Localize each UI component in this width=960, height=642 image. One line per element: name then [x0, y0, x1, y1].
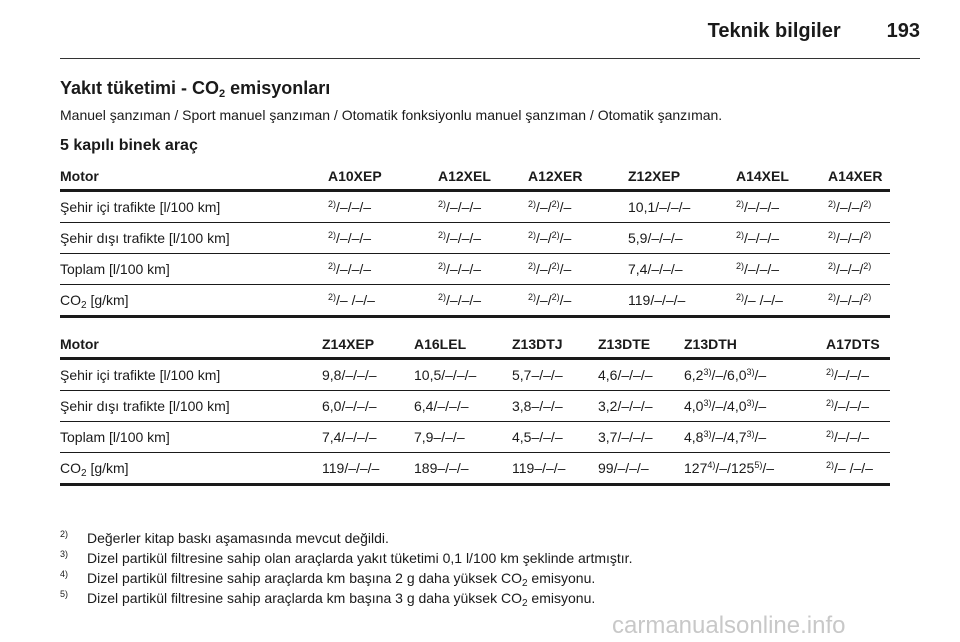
- cell-value: /–/–/–: [446, 292, 482, 308]
- footnote-ref: 2): [826, 367, 835, 377]
- row-label: Şehir dışı trafikte [l/100 km]: [60, 398, 230, 414]
- cell-value: 7,4/–/–/–: [322, 429, 377, 445]
- intro-text: Manuel şanzıman / Sport manuel şanzıman / Otomatik fonksiyonlu manuel şanzıman / Otomatik şanzıman.: [60, 107, 723, 123]
- vehicle-type-heading: 5 kapılı binek araç: [60, 137, 198, 154]
- cell-value: /–/4,7: [711, 429, 747, 445]
- table-row: [60, 453, 890, 485]
- cell-value: /– /–/–: [834, 460, 873, 476]
- row-label-tail: [g/km]: [86, 460, 129, 476]
- column-header-engine: Z12XEP: [628, 163, 736, 191]
- value-cell: [826, 391, 890, 422]
- value-cell: [628, 285, 736, 317]
- value-cell: [528, 223, 628, 254]
- row-label-main: CO: [60, 292, 81, 308]
- cell-value: 5,9/–/–/–: [628, 230, 683, 246]
- footnote-text: [87, 590, 596, 609]
- footnote-ref: 2): [736, 261, 745, 271]
- cell-value: 189–/–/–: [414, 460, 469, 476]
- section-title-tail: emisyonları: [225, 78, 331, 98]
- row-label-cell: [60, 391, 322, 422]
- cell-value: 119/–/–/–: [628, 292, 686, 308]
- table-header-row: [60, 163, 890, 191]
- footnote-ref: 2): [528, 230, 537, 240]
- cell-value: /–/–/–: [336, 199, 372, 215]
- footnote-ref: 2): [528, 292, 537, 302]
- row-label-cell: [60, 223, 328, 254]
- footnote-ref: 2): [863, 292, 872, 302]
- section-title-main: Yakıt tüketimi - CO: [60, 78, 220, 98]
- row-label-cell: [60, 453, 322, 485]
- row-label-sub: 2: [81, 468, 87, 479]
- footnote-text: [87, 550, 632, 566]
- row-label: Toplam [l/100 km]: [60, 261, 170, 277]
- footnote-ref: 2): [551, 230, 560, 240]
- table-row: [60, 254, 890, 285]
- value-cell: [328, 223, 438, 254]
- cell-value: 7,4/–/–/–: [628, 261, 683, 277]
- footnote-ref: 2): [528, 199, 537, 209]
- cell-value: /–/–/–: [834, 398, 870, 414]
- footnote-ref: 2): [863, 230, 872, 240]
- cell-value: /–/–/–: [336, 230, 372, 246]
- column-header-engine: Z14XEP: [322, 331, 414, 359]
- cell-value: /–/–/–: [446, 261, 482, 277]
- value-cell: [828, 285, 890, 317]
- cell-value: /–/–/–: [744, 261, 780, 277]
- footnote-mark: 3): [60, 549, 69, 559]
- value-cell: [322, 453, 414, 485]
- row-label: Şehir dışı trafikte [l/100 km]: [60, 230, 230, 246]
- cell-value: 99/–/–/–: [598, 460, 649, 476]
- cell-value: 127: [684, 460, 708, 476]
- cell-value: 5,7–/–/–: [512, 367, 563, 383]
- footnote-item: [60, 530, 632, 550]
- cell-value: /–/–/: [836, 230, 864, 246]
- value-cell: [438, 191, 528, 223]
- cell-value: /–/–/–: [744, 199, 780, 215]
- cell-value: /–: [559, 230, 572, 246]
- cell-value: /–/: [536, 230, 552, 246]
- table-row: [60, 359, 890, 391]
- row-label-cell: [60, 285, 328, 317]
- cell-value: 119/–/–/–: [322, 460, 380, 476]
- footnote-text-tail: emisyonu.: [527, 590, 596, 606]
- value-cell: [628, 254, 736, 285]
- value-cell: [438, 254, 528, 285]
- consumption-table-2: [60, 331, 890, 486]
- value-cell: [598, 391, 684, 422]
- cell-value: /–/–/–: [834, 429, 870, 445]
- cell-value: /–/6,0: [711, 367, 747, 383]
- column-header-engine: Z13DTH: [684, 331, 826, 359]
- cell-value: 4,0: [684, 398, 704, 414]
- cell-value: 3,7/–/–/–: [598, 429, 653, 445]
- watermark: carmanualsonline.info: [612, 612, 846, 639]
- footnote-ref: 2): [328, 230, 337, 240]
- value-cell: [684, 422, 826, 453]
- footnote-ref: 2): [736, 292, 745, 302]
- cell-value: /–: [754, 429, 767, 445]
- value-cell: [528, 191, 628, 223]
- footnote-ref: 2): [826, 460, 835, 470]
- cell-value: /–/125: [715, 460, 755, 476]
- footnote-mark: 4): [60, 569, 69, 579]
- footnote-ref: 2): [863, 261, 872, 271]
- value-cell: [736, 223, 828, 254]
- cell-value: /–/–/–: [834, 367, 870, 383]
- cell-value: /–/–/–: [744, 230, 780, 246]
- footnote-item: [60, 550, 632, 570]
- cell-value: /–/: [536, 199, 552, 215]
- cell-value: 4,5–/–/–: [512, 429, 563, 445]
- footnote-text-main: Dizel partikül filtresine sahip araçlarda km başına 2 g daha yüksek CO: [87, 570, 522, 586]
- cell-value: /–/: [536, 261, 552, 277]
- cell-value: 3,2/–/–/–: [598, 398, 653, 414]
- value-cell: [828, 254, 890, 285]
- value-cell: [322, 391, 414, 422]
- column-header-engine: A17DTS: [826, 331, 890, 359]
- footnotes: [60, 530, 632, 610]
- footnote-ref: 2): [736, 199, 745, 209]
- page-title: Teknik bilgiler: [707, 19, 841, 42]
- footnote-ref: 3): [746, 429, 755, 439]
- value-cell: [628, 223, 736, 254]
- row-label-cell: [60, 359, 322, 391]
- value-cell: [736, 191, 828, 223]
- cell-value: 6,2: [684, 367, 704, 383]
- column-header-engine: A12XEL: [438, 163, 528, 191]
- value-cell: [628, 191, 736, 223]
- value-cell: [828, 223, 890, 254]
- header-rule: [60, 58, 920, 59]
- column-header-engine: Z13DTJ: [512, 331, 598, 359]
- footnote-ref: 2): [551, 261, 560, 271]
- value-cell: [736, 254, 828, 285]
- row-label: Toplam [l/100 km]: [60, 429, 170, 445]
- footnote-ref: 2): [826, 429, 835, 439]
- consumption-table-1: [60, 163, 890, 318]
- value-cell: [528, 254, 628, 285]
- value-cell: [826, 453, 890, 485]
- cell-value: /– /–/–: [336, 292, 375, 308]
- page-header: [60, 12, 920, 50]
- cell-value: 10,1/–/–/–: [628, 199, 691, 215]
- column-header-engine: A10XEP: [328, 163, 438, 191]
- footnote-ref: 2): [828, 199, 837, 209]
- cell-value: 6,0/–/–/–: [322, 398, 377, 414]
- value-cell: [414, 422, 512, 453]
- value-cell: [598, 359, 684, 391]
- cell-value: /–: [559, 261, 572, 277]
- value-cell: [598, 453, 684, 485]
- value-cell: [826, 359, 890, 391]
- value-cell: [328, 254, 438, 285]
- footnote-item: [60, 590, 632, 610]
- table-row: [60, 285, 890, 317]
- cell-value: 6,4/–/–/–: [414, 398, 469, 414]
- value-cell: [512, 359, 598, 391]
- footnote-ref: 3): [746, 398, 755, 408]
- footnote-ref: 2): [438, 230, 447, 240]
- footnote-ref: 3): [703, 367, 712, 377]
- footnote-mark: 2): [60, 529, 69, 539]
- footnote-ref: 4): [707, 460, 716, 470]
- value-cell: [512, 453, 598, 485]
- table-row: [60, 223, 890, 254]
- footnote-ref: 3): [703, 398, 712, 408]
- cell-value: /–/: [536, 292, 552, 308]
- cell-value: /–/–/–: [336, 261, 372, 277]
- cell-value: /–: [762, 460, 775, 476]
- column-header-engine: A12XER: [528, 163, 628, 191]
- footnote-ref: 2): [328, 292, 337, 302]
- section-title-sub: 2: [219, 88, 226, 100]
- footnote-ref: 2): [863, 199, 872, 209]
- footnote-ref: 3): [746, 367, 755, 377]
- value-cell: [736, 285, 828, 317]
- column-header-engine: Z13DTE: [598, 331, 684, 359]
- cell-value: /– /–/–: [744, 292, 783, 308]
- column-header-engine: A14XER: [828, 163, 890, 191]
- footnote-ref: 3): [703, 429, 712, 439]
- footnote-ref: 2): [438, 261, 447, 271]
- footnote-ref: 2): [828, 230, 837, 240]
- value-cell: [322, 422, 414, 453]
- footnote-text: [87, 530, 389, 546]
- cell-value: 4,8: [684, 429, 704, 445]
- footnote-text-main: Değerler kitap baskı aşamasında mevcut değildi.: [87, 530, 389, 546]
- footnote-text-tail: emisyonu.: [527, 570, 596, 586]
- value-cell: [328, 285, 438, 317]
- footnote-ref: 2): [551, 292, 560, 302]
- footnote-ref: 2): [828, 261, 837, 271]
- row-label-tail: [g/km]: [86, 292, 129, 308]
- row-label-cell: [60, 422, 322, 453]
- footnote-text-sub: 2: [521, 598, 528, 609]
- footnote-text-main: Dizel partikül filtresine sahip araçlarda km başına 3 g daha yüksek CO: [87, 590, 522, 606]
- cell-value: /–/–/: [836, 199, 864, 215]
- footnote-item: [60, 570, 632, 590]
- value-cell: [438, 223, 528, 254]
- row-label: Şehir içi trafikte [l/100 km]: [60, 199, 221, 215]
- cell-value: /–: [559, 292, 572, 308]
- cell-value: /–/–/: [836, 292, 864, 308]
- cell-value: /–/–/–: [446, 199, 482, 215]
- footnote-ref: 2): [328, 261, 337, 271]
- value-cell: [826, 422, 890, 453]
- cell-value: 9,8/–/–/–: [322, 367, 377, 383]
- footnote-ref: 2): [828, 292, 837, 302]
- row-label: Şehir içi trafikte [l/100 km]: [60, 367, 221, 383]
- value-cell: [684, 453, 826, 485]
- value-cell: [414, 453, 512, 485]
- value-cell: [414, 391, 512, 422]
- cell-value: 3,8–/–/–: [512, 398, 563, 414]
- cell-value: /–/–/: [836, 261, 864, 277]
- footnote-mark: 5): [60, 589, 69, 599]
- footnote-ref: 2): [328, 199, 337, 209]
- table-row: [60, 191, 890, 223]
- column-header-engine: A14XEL: [736, 163, 828, 191]
- cell-value: 4,6/–/–/–: [598, 367, 653, 383]
- value-cell: [684, 391, 826, 422]
- footnote-ref: 2): [736, 230, 745, 240]
- value-cell: [684, 359, 826, 391]
- value-cell: [328, 191, 438, 223]
- value-cell: [512, 422, 598, 453]
- value-cell: [414, 359, 512, 391]
- footnote-text: [87, 570, 596, 589]
- cell-value: /–/–/–: [446, 230, 482, 246]
- footnote-ref: 5): [754, 460, 763, 470]
- cell-value: 119–/–/–: [512, 460, 566, 476]
- footnote-ref: 2): [551, 199, 560, 209]
- table-row: [60, 422, 890, 453]
- cell-value: 10,5/–/–/–: [414, 367, 477, 383]
- cell-value: /–: [754, 367, 767, 383]
- column-header-engine: A16LEL: [414, 331, 512, 359]
- footnote-text-sub: 2: [521, 578, 528, 589]
- footnote-ref: 2): [438, 292, 447, 302]
- value-cell: [528, 285, 628, 317]
- value-cell: [438, 285, 528, 317]
- cell-value: /–: [559, 199, 572, 215]
- row-label-main: CO: [60, 460, 81, 476]
- footnote-ref: 2): [826, 398, 835, 408]
- column-header-motor: Motor: [60, 163, 328, 191]
- table-header-row: [60, 331, 890, 359]
- value-cell: [512, 391, 598, 422]
- cell-value: 7,9–/–/–: [414, 429, 465, 445]
- footnote-ref: 2): [438, 199, 447, 209]
- footnote-ref: 2): [528, 261, 537, 271]
- row-label-cell: [60, 254, 328, 285]
- row-label-cell: [60, 191, 328, 223]
- page-number: 193: [886, 19, 920, 42]
- row-label-sub: 2: [81, 300, 87, 311]
- footnote-text-main: Dizel partikül filtresine sahip olan araçlarda yakıt tüketimi 0,1 l/100 km şeklinde artmıştır.: [87, 550, 633, 566]
- value-cell: [828, 191, 890, 223]
- column-header-motor: Motor: [60, 331, 322, 359]
- value-cell: [598, 422, 684, 453]
- value-cell: [322, 359, 414, 391]
- cell-value: /–: [754, 398, 767, 414]
- table-row: [60, 391, 890, 422]
- cell-value: /–/4,0: [711, 398, 747, 414]
- section-title: [60, 78, 330, 99]
